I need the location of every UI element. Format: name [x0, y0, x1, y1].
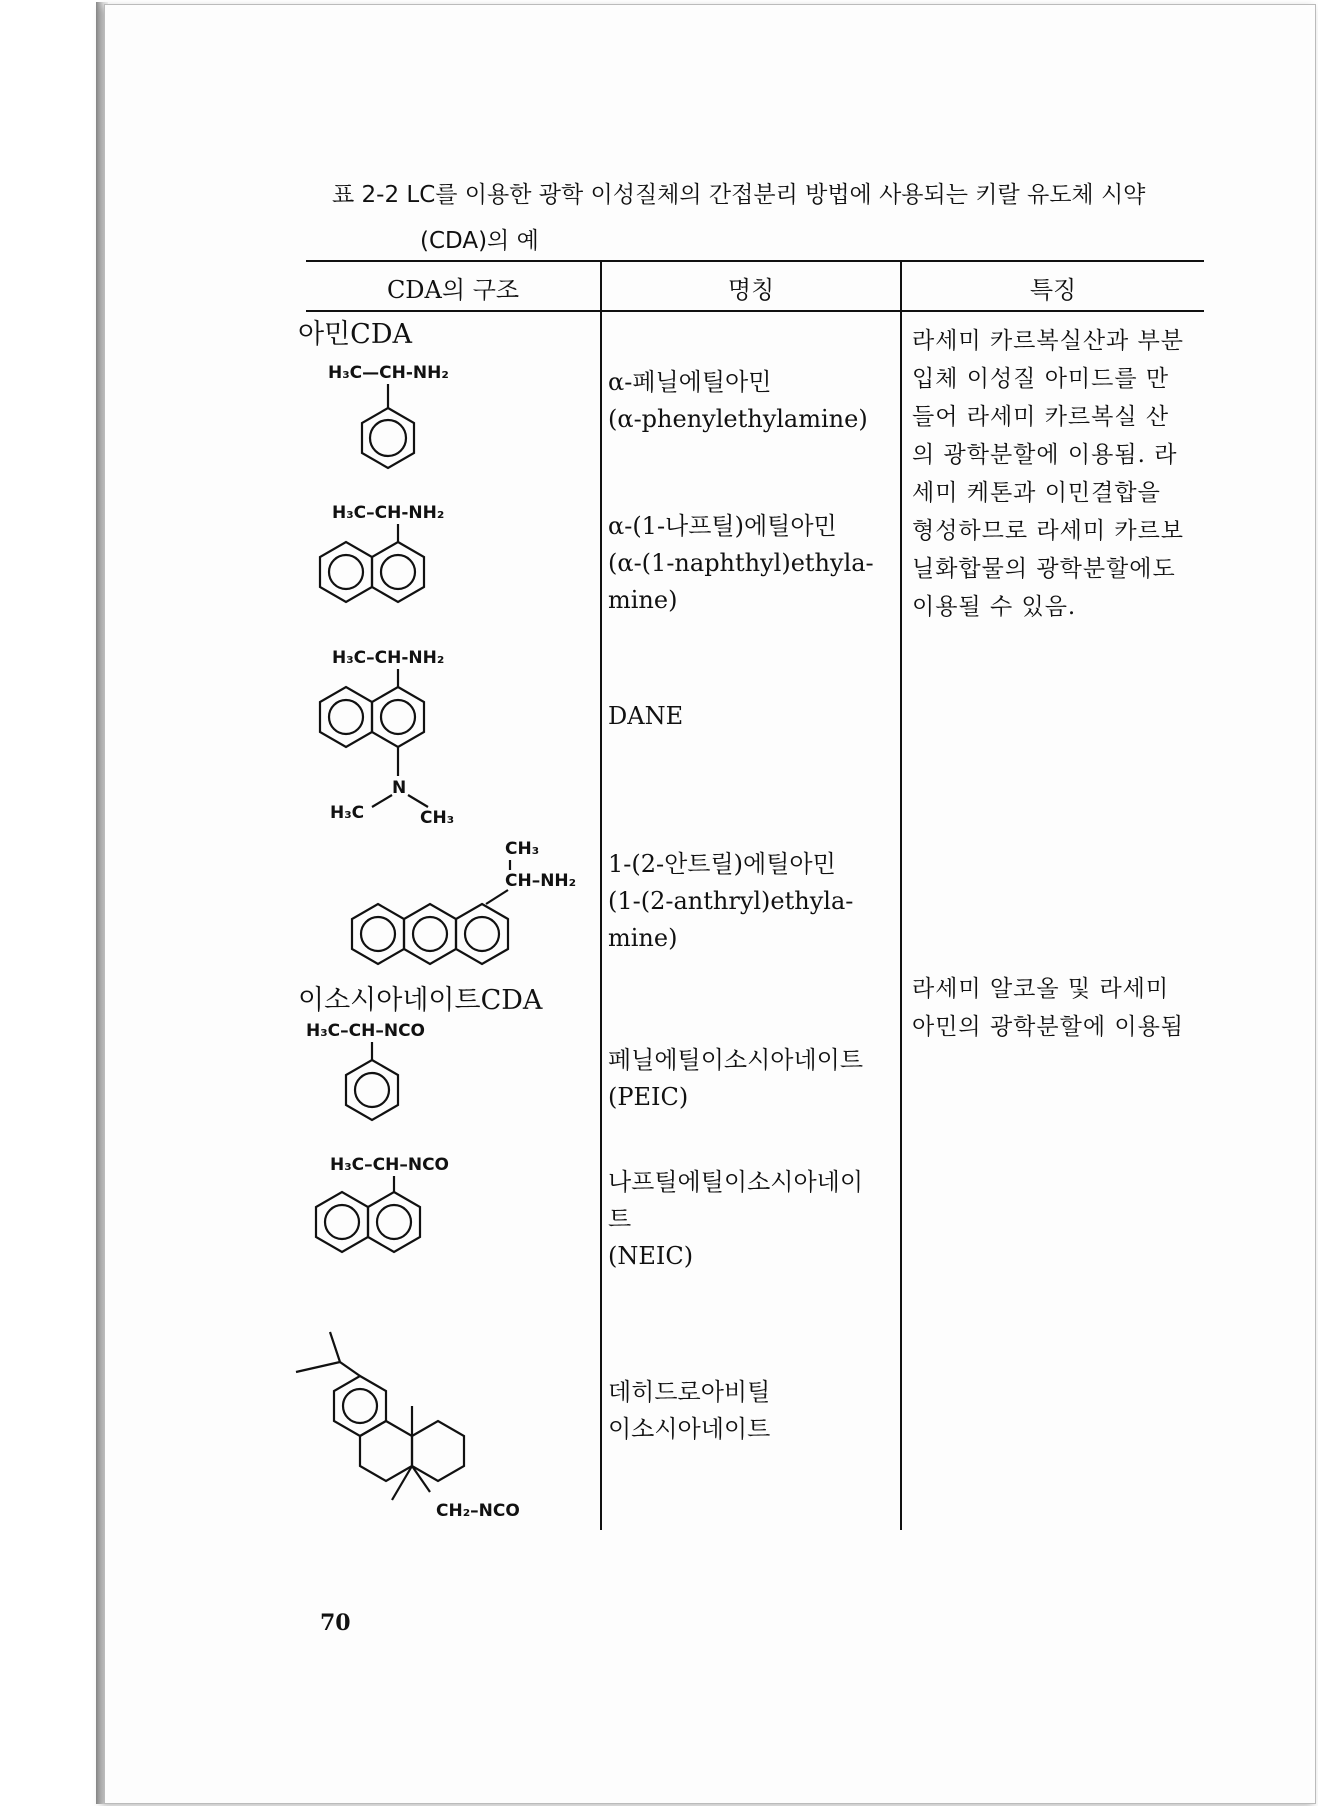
formula-label: H₃C–CH-NH₂: [332, 503, 445, 523]
section-isocyanate-cda: 이소시아네이트CDA: [298, 985, 543, 1016]
feature-line: 라세미 알코올 및 라세미: [912, 976, 1170, 1002]
formula-label: H₃C–CH-NH₂: [332, 648, 445, 668]
section-amine-cda: 아민CDA: [298, 319, 412, 350]
feature-line: 이용될 수 있음.: [912, 594, 1077, 620]
formula-label: CH₃: [505, 839, 540, 859]
name-5a: 페닐에틸이소시아네이트: [608, 1046, 864, 1074]
feature-line: 닐화합물의 광학분할에도: [912, 556, 1176, 582]
name-6a: 나프틸에틸이소시아네이: [608, 1168, 864, 1196]
name-1b: (α-phenylethylamine): [608, 405, 868, 433]
formula-label: CH₂–NCO: [436, 1501, 520, 1521]
name-4a: 1-(2-안트릴)에틸아민: [608, 850, 836, 878]
formula-label: CH₃: [420, 808, 455, 828]
structure-naphthylethylamine: [300, 498, 500, 608]
formula-label: H₃C–CH–NCO: [330, 1155, 450, 1175]
structure-peic: [300, 1016, 500, 1136]
feature-line: 입체 이성질 아미드를 만: [912, 366, 1170, 392]
formula-label: N: [392, 778, 407, 798]
name-7b: 이소시아네이트: [608, 1415, 771, 1443]
structure-anthrylethylamine: [300, 838, 600, 978]
formula-label: H₃C: [330, 803, 365, 823]
table-header-rule: [306, 310, 1204, 312]
name-4b: (1-(2-anthryl)ethyla-: [608, 887, 854, 915]
feature-amine: [912, 322, 1184, 626]
name-5b: (PEIC): [608, 1083, 689, 1111]
feature-line: 아민의 광학분할에 이용됨: [912, 1014, 1185, 1040]
feature-line: 의 광학분할에 이용됨. 라: [912, 442, 1178, 468]
name-2a: α-(1-나프틸)에틸아민: [608, 512, 837, 540]
header-name: 명칭: [727, 276, 775, 304]
name-7a: 데히드로아비틸: [608, 1378, 771, 1406]
feature-line: 들어 라세미 카르복실 산: [912, 404, 1170, 430]
header-feature: 특징: [1029, 276, 1077, 304]
name-4c: mine): [608, 924, 678, 952]
name-2b: (α-(1-naphthyl)ethyla-: [608, 549, 874, 577]
structure-dehydroabietyl-isocyanate: [288, 1322, 608, 1522]
column-divider-2: [900, 260, 902, 1530]
name-3: DANE: [608, 702, 684, 730]
name-1a: α-페닐에틸아민: [608, 368, 772, 396]
header-structure: CDA의 구조: [386, 276, 520, 304]
name-6b: 트: [608, 1205, 632, 1233]
structure-phenylethylamine: [300, 358, 500, 478]
feature-line: 라세미 카르복실산과 부분: [912, 328, 1185, 354]
name-2c: mine): [608, 586, 678, 614]
table-caption: 표 2-2 LC를 이용한 광학 이성질체의 간접분리 방법에 사용되는 키랄 유도체 시약: [332, 182, 1146, 208]
page-number: 70: [320, 1610, 351, 1636]
table-caption-continued: (CDA)의 예: [420, 228, 539, 254]
formula-label: H₃C–CH–NCO: [306, 1021, 426, 1041]
feature-isocyanate: [912, 970, 1184, 1046]
formula-label: H₃C—CH-NH₂: [328, 363, 449, 383]
structure-dane: [300, 643, 500, 828]
feature-line: 형성하므로 라세미 카르보: [912, 518, 1185, 544]
name-6c: (NEIC): [608, 1242, 694, 1270]
formula-label: CH–NH₂: [505, 871, 577, 891]
structure-neic: [290, 1152, 490, 1272]
feature-line: 세미 케톤과 이민결합을: [912, 480, 1161, 506]
table-top-rule: [306, 260, 1204, 262]
